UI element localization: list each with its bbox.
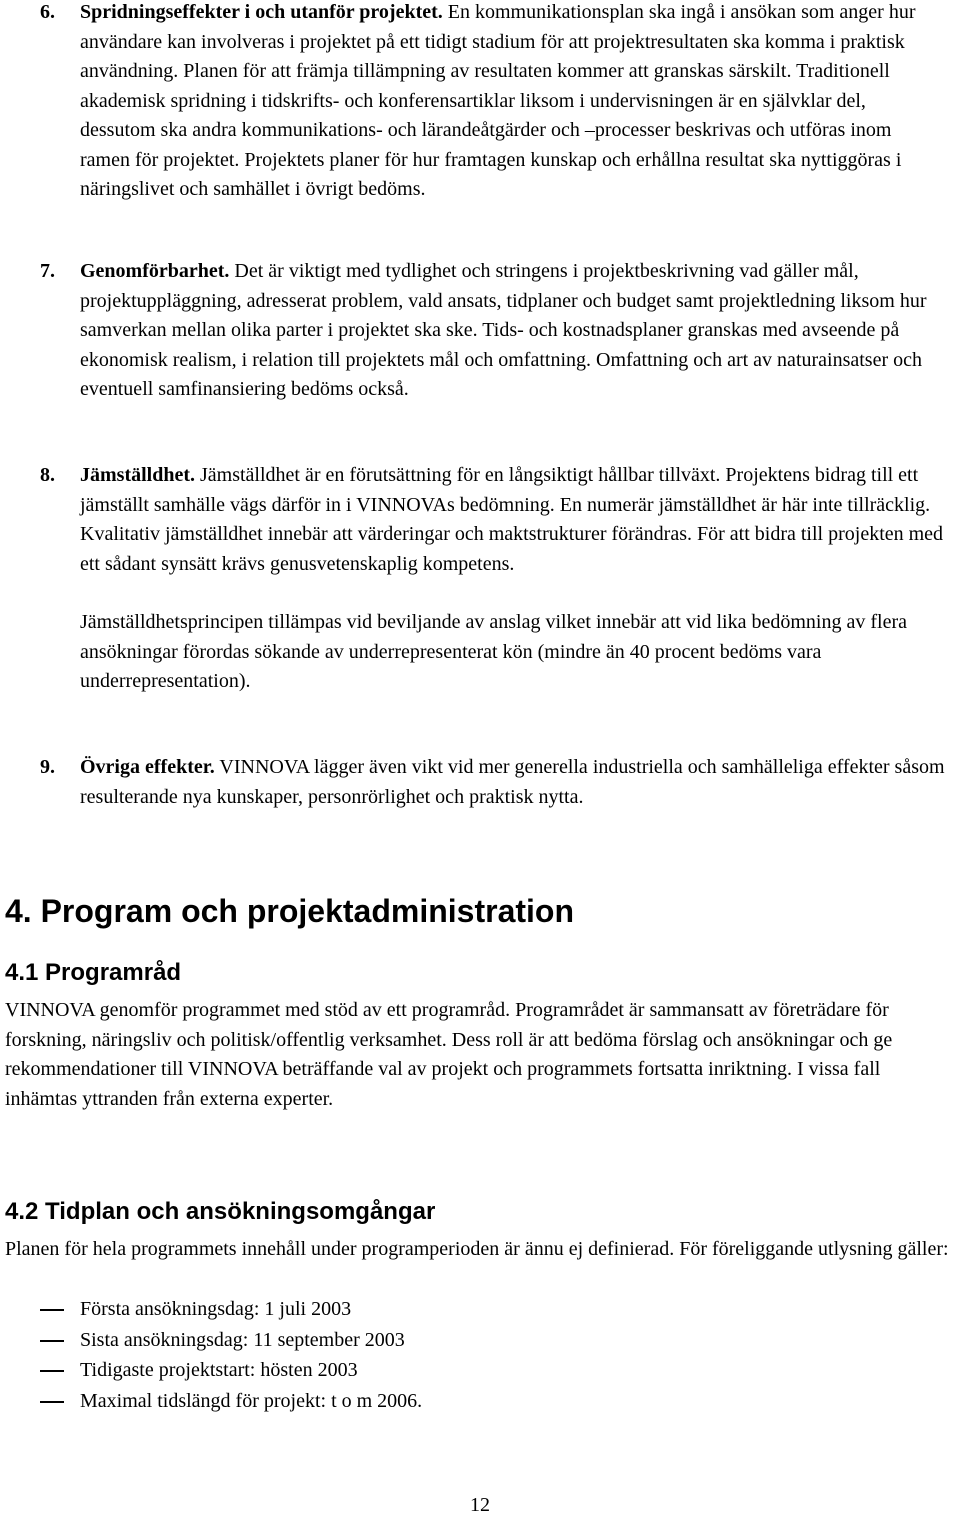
dash-bullet-icon: [40, 1370, 64, 1372]
list-item: Sista ansökningsdag: 11 september 2003: [40, 1326, 422, 1357]
list-item: Maximal tidslängd för projekt: t o m 2006.: [40, 1387, 422, 1418]
criterion-paragraph: [80, 0, 945, 205]
criterion-title: Spridningseffekter i och utanför projektet.: [80, 1, 443, 23]
subsection-heading-tidplan: 4.2 Tidplan och ansökningsomgångar: [5, 1198, 436, 1225]
criterion-title: Jämställdhet.: [80, 464, 195, 486]
criterion-title: Övriga effekter.: [80, 756, 215, 778]
criterion-paragraph: [80, 461, 945, 579]
criterion-6: [40, 0, 945, 205]
page-number: 12: [470, 1494, 490, 1516]
criterion-9: [40, 753, 945, 812]
criterion-number: 6.: [40, 1, 55, 23]
criterion-title: Genomförbarhet.: [80, 260, 230, 282]
criterion-paragraph: [80, 753, 945, 812]
dates-list: [40, 1295, 422, 1417]
dash-bullet-icon: [40, 1401, 64, 1403]
criterion-number: 9.: [40, 756, 55, 778]
programrad-paragraph: VINNOVA genomför programmet med stöd av ett programråd. Programrådet är sammansatt av företrädare för forskning, näringsliv och politisk/offentlig verksamhet. Dess roll är att bedöma förslag och ansökningar och ge rekommendationer till VINNOVA beträffande val av projekt och programmets fortsatta inriktning. I vissa fall inhämtas yttranden från externa experter.: [5, 999, 893, 1110]
criterion-number: 7.: [40, 260, 55, 282]
list-item: Tidigaste projektstart: hösten 2003: [40, 1356, 422, 1387]
dash-bullet-icon: [40, 1340, 64, 1342]
section-heading: 4. Program och projektadministration: [5, 893, 574, 929]
criterion-text: En kommunikationsplan ska ingå i ansökan som anger hur användare kan involveras i projektet på ett tidigt stadium för att projektresultaten ska komma i praktisk användning. Planen för att främja tillämpning av resultaten kommer att granskas särskilt. Traditionell akademisk spridning i tidskrifts- och konferensartiklar liksom i undervisningen är en självklar del, dessutom ska andra kommunikations- och lärandeåtgärder och –processer beskrivas och utföras inom ramen för projektet. Projektets planer för hur framtagen kunskap och erhållna resultat ska nyttiggöras i näringslivet och samhället i övrigt bedöms.: [80, 1, 916, 200]
subsection-heading-programrad: 4.1 Programråd: [5, 959, 182, 986]
list-item: Första ansökningsdag: 1 juli 2003: [40, 1295, 422, 1326]
criterion-number: 8.: [40, 464, 55, 486]
criterion-text: VINNOVA lägger även vikt vid mer generella industriella och samhälleliga effekter såsom resulterande nya kunskaper, personrörlighet och praktisk nytta.: [80, 756, 945, 808]
criterion-paragraph: [80, 257, 945, 405]
criterion-8: [40, 461, 945, 697]
criterion-text: Det är viktigt med tydlighet och stringens i projektbeskrivning vad gäller mål, projektuppläggning, adresserat problem, vald ansats, tidplaner och budget samt projektledning liksom hur samverkan mellan olika parter i projektet ska ske. Tids- och kostnadsplaner granskas med avseende på ekonomisk realism, i relation till projektets mål och omfattning. Omfattning och art av naturainsatser och eventuell samfinansiering bedöms också.: [80, 260, 927, 400]
criterion-7: [40, 257, 945, 405]
criterion-text: Jämställdhet är en förutsättning för en långsiktigt hållbar tillväxt. Projektens bidrag till ett jämställt samhälle vägs därför in i VINNOVAs bedömning. En numerär jämställdhet är här inte tillräcklig. Kvalitativ jämställdhet innebär att värderingar och maktstrukturer förändras. För att bidra till projekten med ett sådant synsätt krävs genusvetenskaplig kompetens.: [80, 464, 944, 575]
criterion-extra-paragraph: Jämställdhetsprincipen tillämpas vid beviljande av anslag vilket innebär att vid lika bedömning av flera ansökningar förordas sökande av underrepresenterat kön (mindre än 40 procent bedöms vara underrepresentation).: [80, 611, 907, 692]
tidplan-paragraph: Planen för hela programmets innehåll under programperioden är ännu ej definierad. För föreliggande utlysning gäller:: [5, 1238, 949, 1260]
dash-bullet-icon: [40, 1309, 64, 1311]
